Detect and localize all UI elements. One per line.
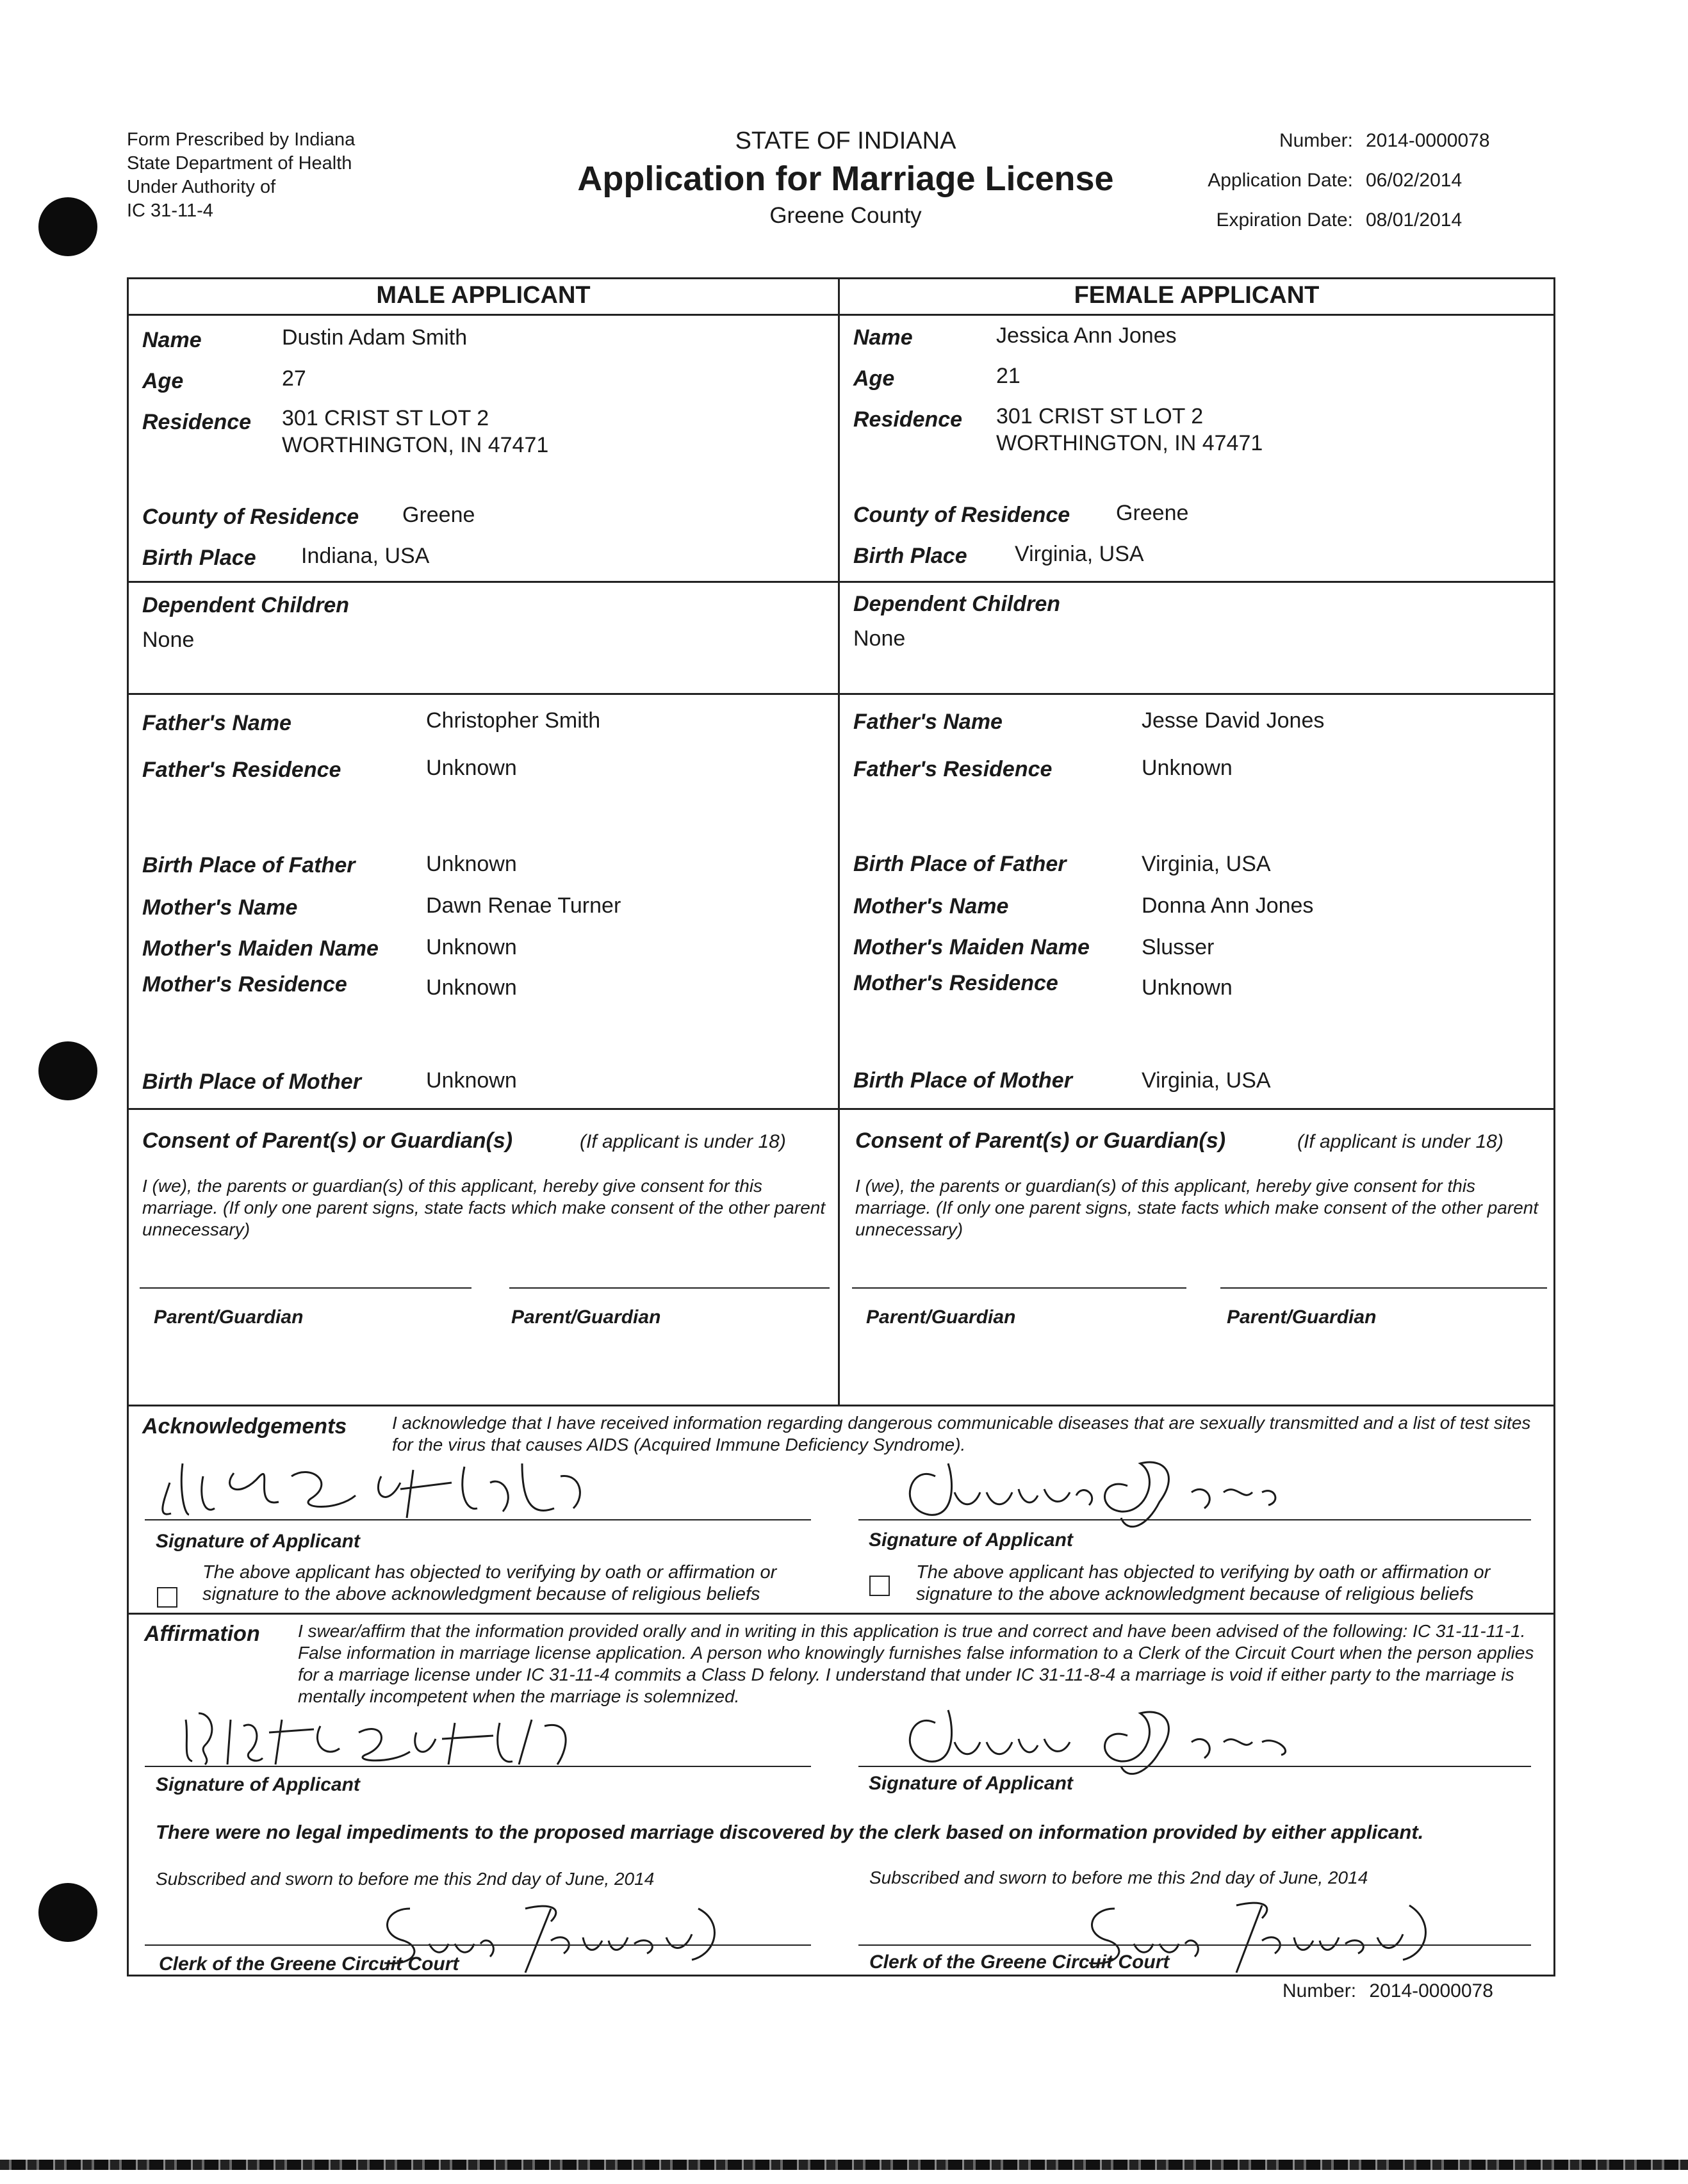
- female-fathers-name-label: Father's Name: [853, 710, 1003, 734]
- header-divider: [127, 314, 1555, 316]
- application-date-value: 06/02/2014: [1366, 170, 1463, 191]
- form-prescribed-block: [127, 128, 355, 223]
- form-prescribed-line: IC 31-11-4: [127, 200, 213, 221]
- male-county-value: Greene: [402, 503, 475, 527]
- page-title: Application for Marriage License: [577, 159, 1114, 198]
- male-name-value: Dustin Adam Smith: [282, 325, 468, 350]
- female-parent-guardian-label-2: Parent/Guardian: [1227, 1307, 1377, 1328]
- male-fathers-residence-label: Father's Residence: [142, 758, 341, 782]
- male-aff-signature-line: [145, 1766, 811, 1767]
- female-sworn-statement: Subscribed and sworn to before me this 2nd day of June, 2014: [869, 1868, 1368, 1887]
- form-prescribed-line: State Department of Health: [127, 153, 352, 174]
- section-divider-parents: [127, 693, 1555, 695]
- female-parent-guardian-label-1: Parent/Guardian: [866, 1307, 1016, 1328]
- female-residence-label: Residence: [853, 407, 963, 432]
- female-name-label: Name: [853, 325, 913, 350]
- female-consent-title: Consent of Parent(s) or Guardian(s): [855, 1129, 1226, 1153]
- male-objected-checkbox[interactable]: [157, 1587, 177, 1608]
- female-applicant-header: FEMALE APPLICANT: [1074, 282, 1320, 309]
- female-residence-line2: WORTHINGTON, IN 47471: [996, 431, 1263, 455]
- punch-hole-middle: [38, 1041, 97, 1100]
- expiration-date-value: 08/01/2014: [1366, 209, 1463, 231]
- female-aff-signature-label: Signature of Applicant: [869, 1773, 1073, 1794]
- male-clerk-label: Clerk of the Greene Circuit Court: [159, 1953, 459, 1975]
- male-birth-place-mother-label: Birth Place of Mother: [142, 1070, 361, 1094]
- male-name-label: Name: [142, 328, 202, 352]
- male-residence-value: [282, 405, 548, 459]
- no-impediments-statement: There were no legal impediments to the proposed marriage discovered by the clerk based on information provided by either applicant.: [156, 1821, 1424, 1843]
- female-birth-place-father-label: Birth Place of Father: [853, 852, 1067, 876]
- male-parent-guardian-label-1: Parent/Guardian: [154, 1307, 304, 1328]
- male-age-label: Age: [142, 369, 184, 393]
- title-block: [500, 126, 1192, 231]
- male-applicant-header: MALE APPLICANT: [376, 282, 591, 309]
- male-signature-acknowledgement: [144, 1438, 669, 1528]
- male-clerk-signature-line: [145, 1944, 811, 1946]
- female-fathers-name-value: Jesse David Jones: [1142, 708, 1325, 733]
- female-residence-value: [996, 403, 1263, 457]
- male-residence-line1: 301 CRIST ST LOT 2: [282, 406, 489, 430]
- female-mothers-name-label: Mother's Name: [853, 894, 1009, 918]
- state-name: STATE OF INDIANA: [735, 127, 956, 154]
- female-mothers-residence-value: Unknown: [1142, 975, 1233, 1000]
- male-residence-label: Residence: [142, 410, 252, 434]
- female-birth-place-mother-label: Birth Place of Mother: [853, 1068, 1072, 1093]
- male-birth-place-mother-value: Unknown: [426, 1068, 517, 1093]
- column-divider: [838, 277, 840, 1405]
- female-county-value: Greene: [1116, 501, 1189, 525]
- male-fathers-name-label: Father's Name: [142, 711, 291, 735]
- application-date-label: Application Date:: [1208, 170, 1353, 191]
- footer-number-label: Number:: [1282, 1980, 1357, 2001]
- female-county-label: County of Residence: [853, 503, 1070, 527]
- male-dependent-children-value: None: [142, 628, 195, 652]
- female-ack-signature-line: [858, 1519, 1531, 1520]
- female-parent-guardian-line-1: [852, 1287, 1186, 1289]
- female-birth-place-father-value: Virginia, USA: [1142, 852, 1271, 876]
- affirmation-title: Affirmation: [144, 1622, 260, 1646]
- section-divider-affirmation: [127, 1613, 1555, 1615]
- male-birth-place-father-label: Birth Place of Father: [142, 853, 356, 877]
- male-residence-line2: WORTHINGTON, IN 47471: [282, 433, 549, 457]
- female-objected-text: The above applicant has objected to verifying by oath or affirmation or signature to the above acknowledgment because of religious beliefs: [916, 1562, 1491, 1604]
- male-mothers-name-label: Mother's Name: [142, 895, 298, 920]
- male-birth-place-label: Birth Place: [142, 546, 256, 570]
- female-ack-signature-label: Signature of Applicant: [869, 1529, 1073, 1551]
- male-mothers-residence-value: Unknown: [426, 975, 517, 1000]
- male-objected-text: The above applicant has objected to verifying by oath or affirmation or signature to the above acknowledgment because of religious beliefs: [202, 1562, 777, 1604]
- male-birth-place-father-value: Unknown: [426, 852, 517, 876]
- male-aff-signature-label: Signature of Applicant: [156, 1774, 360, 1795]
- female-objected-checkbox[interactable]: [869, 1576, 890, 1596]
- female-fathers-residence-label: Father's Residence: [853, 757, 1053, 781]
- female-age-label: Age: [853, 366, 895, 391]
- acknowledgements-text: I acknowledge that I have received information regarding dangerous communicable diseases that are sexually transmitted and a list of test sites for the virus that causes AIDS (Acquired Immune Deficiency Syndrome).: [392, 1413, 1531, 1455]
- female-parent-guardian-line-2: [1220, 1287, 1547, 1289]
- female-name-value: Jessica Ann Jones: [996, 323, 1177, 348]
- female-clerk-signature-line: [858, 1944, 1531, 1946]
- female-aff-signature-line: [858, 1766, 1531, 1767]
- male-ack-signature-line: [145, 1519, 811, 1520]
- form-prescribed-line: Form Prescribed by Indiana: [127, 129, 356, 150]
- female-fathers-residence-value: Unknown: [1142, 756, 1233, 780]
- number-label: Number:: [1279, 130, 1353, 151]
- number-value: 2014-0000078: [1366, 130, 1490, 151]
- scan-edge-strip: [0, 2160, 1688, 2170]
- form-prescribed-line: Under Authority of: [127, 177, 276, 197]
- punch-hole-top: [38, 197, 97, 256]
- female-dependent-children-label: Dependent Children: [853, 592, 1061, 616]
- male-sworn-statement: Subscribed and sworn to before me this 2nd day of June, 2014: [156, 1869, 655, 1889]
- male-consent-text: I (we), the parents or guardian(s) of this applicant, hereby give consent for this marriage. (If only one parent signs, state facts which make consent of the other parent unnecessary): [142, 1176, 826, 1239]
- female-consent-note: (If applicant is under 18): [1297, 1131, 1504, 1152]
- expiration-date-label: Expiration Date:: [1216, 209, 1353, 231]
- male-ack-signature-label: Signature of Applicant: [156, 1531, 360, 1552]
- punch-hole-bottom: [38, 1883, 97, 1942]
- female-dependent-children-value: None: [853, 626, 906, 651]
- female-mothers-residence-label: Mother's Residence: [853, 971, 1058, 995]
- acknowledgements-title: Acknowledgements: [142, 1414, 347, 1438]
- male-fathers-residence-value: Unknown: [426, 756, 517, 780]
- application-meta: [1192, 130, 1525, 249]
- female-clerk-label: Clerk of the Greene Circuit Court: [869, 1952, 1170, 1973]
- male-age-value: 27: [282, 366, 306, 391]
- female-birth-place-label: Birth Place: [853, 544, 967, 568]
- county-heading: Greene County: [769, 203, 922, 228]
- female-birth-place-mother-value: Virginia, USA: [1142, 1068, 1271, 1093]
- female-residence-line1: 301 CRIST ST LOT 2: [996, 404, 1204, 428]
- male-mothers-maiden-name-label: Mother's Maiden Name: [142, 936, 379, 961]
- female-birth-place-value: Virginia, USA: [1015, 542, 1144, 566]
- female-mothers-maiden-name-value: Slusser: [1142, 935, 1215, 959]
- female-mothers-maiden-name-label: Mother's Maiden Name: [853, 935, 1090, 959]
- male-birth-place-value: Indiana, USA: [301, 544, 430, 568]
- female-mothers-name-value: Donna Ann Jones: [1142, 893, 1314, 918]
- footer-number-value: 2014-0000078: [1369, 1980, 1493, 2001]
- male-dependent-children-label: Dependent Children: [142, 593, 350, 617]
- male-consent-title: Consent of Parent(s) or Guardian(s): [142, 1129, 513, 1153]
- male-mothers-residence-label: Mother's Residence: [142, 972, 347, 997]
- section-divider-consent: [127, 1108, 1555, 1110]
- male-parent-guardian-label-2: Parent/Guardian: [511, 1307, 661, 1328]
- section-divider-dependents: [127, 581, 1555, 583]
- female-consent-text: I (we), the parents or guardian(s) of this applicant, hereby give consent for this marriage. (If only one parent signs, state facts which make consent of the other parent unnecessary): [855, 1176, 1539, 1239]
- male-parent-guardian-line-1: [140, 1287, 471, 1289]
- male-fathers-name-value: Christopher Smith: [426, 708, 601, 733]
- section-divider-acknowledgements: [127, 1405, 1555, 1406]
- male-county-label: County of Residence: [142, 505, 359, 529]
- male-consent-note: (If applicant is under 18): [580, 1131, 786, 1152]
- male-signature-affirmation: [173, 1694, 750, 1771]
- female-age-value: 21: [996, 364, 1020, 388]
- female-signature-affirmation: [858, 1691, 1371, 1781]
- male-mothers-maiden-name-value: Unknown: [426, 935, 517, 959]
- male-parent-guardian-line-2: [509, 1287, 830, 1289]
- affirmation-text: I swear/affirm that the information provided orally and in writing in this application is true and correct and have been advised of the following: IC 31-11-11-1. False information in marriage license application. A person who knowingly furnishes false information to a Clerk of the Circuit Court when the person applies for a marriage license under IC 31-11-4 commits a Class D felony. I understand that under IC 31-11-8-4 a marriage is void if either party to the marriage is mentally incompetent when the marriage is solemnized.: [298, 1621, 1534, 1706]
- male-mothers-name-value: Dawn Renae Turner: [426, 893, 621, 918]
- footer-number: [1282, 1980, 1493, 2002]
